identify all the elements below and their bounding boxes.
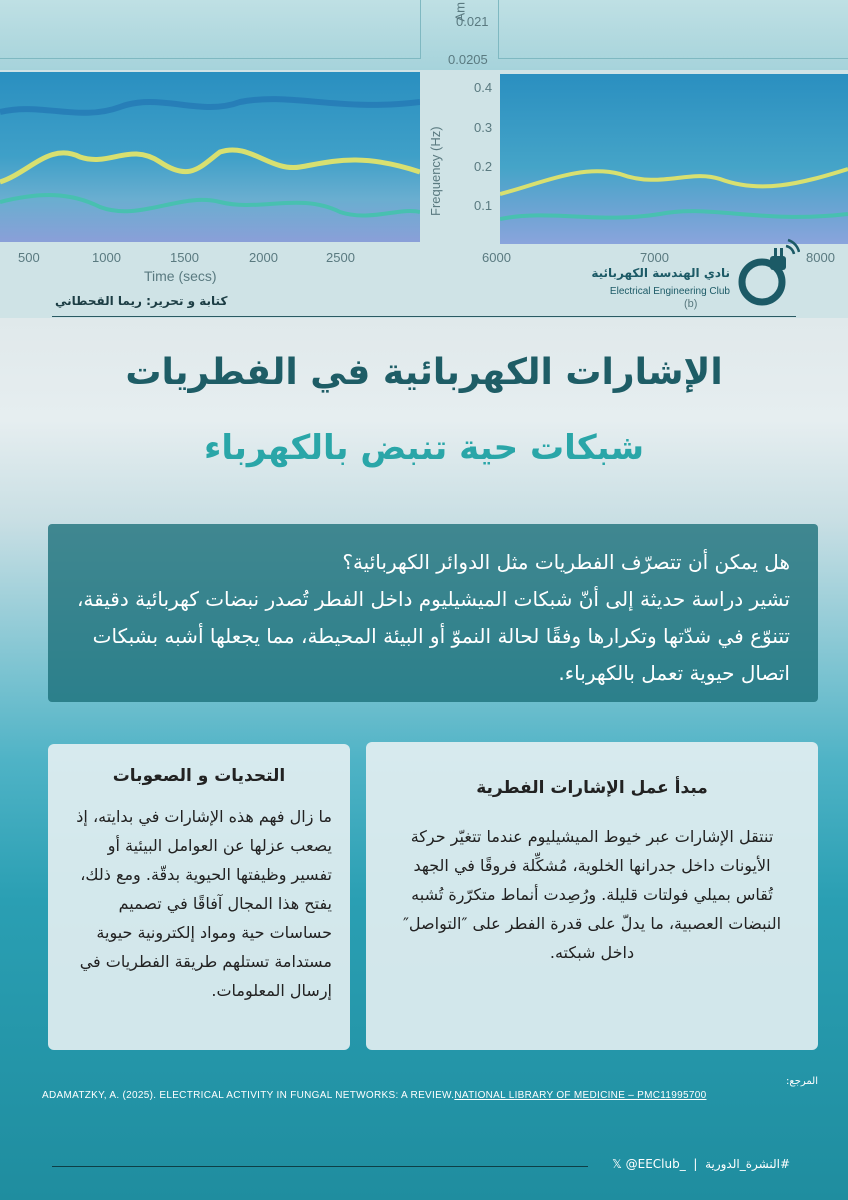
challenges-card	[48, 744, 350, 1050]
reference-label: المرجع:	[786, 1076, 818, 1087]
amplitude-panel-left	[0, 0, 421, 59]
x-tick-2500: 2500	[326, 250, 355, 265]
amp-label: Am	[452, 2, 468, 22]
principle-body: تنتقل الإشارات عبر خيوط الميشيليوم عندما تتغيّر حركة الأيونات داخل جدرانها الخلوية، مُشكِّلة فروقًا في الجهد تُقاس بميلي فولتات قليلة. ورُصِدت أنماط متكرّرة تُشبه النبضات العصبية، ما يدلّ على قدرة الفطر على ″التواصل″ داخل شبكته.	[402, 827, 782, 962]
logo-english-name: Electrical Engineering Club	[609, 286, 730, 297]
page-subtitle: شبكات حية تنبض بالكهرباء	[203, 428, 645, 468]
club-logo	[570, 238, 800, 308]
spectrogram-right	[500, 74, 848, 244]
y-tick-1: 0.4	[474, 80, 493, 95]
challenges-body: ما زال فهم هذه الإشارات في بدايته، إذ يصعب عزلها عن العوامل البيئية أو تفسير وظيفتها الحيوية بدقّة. ومع ذلك، يفتح هذا المجال آفاقًا في تصميم حساسات حية ومواد إلكترونية حيوية مستدامة تستلهم طريقة الفطريات في إرسال المعلومات.	[76, 807, 332, 1000]
footer-divider	[52, 1166, 588, 1167]
top-tick-1: 0.021	[456, 14, 489, 29]
reference-text: ADAMATZKY, A. (2025). ELECTRICAL ACTIVITY IN FUNGAL NETWORKS: A REVIEW.	[42, 1090, 455, 1101]
x-tick-2000: 2000	[249, 250, 278, 265]
logo-plug-icon	[730, 238, 800, 308]
spectrogram-left	[0, 72, 420, 242]
panel-tag: (b)	[684, 298, 698, 310]
principle-title: مبدأ عمل الإشارات الفطرية	[476, 778, 708, 798]
frequency-axis-label: Frequency (Hz)	[428, 126, 443, 216]
y-tick-3: 0.2	[474, 159, 493, 174]
x-tick-8000: 8000	[806, 250, 835, 265]
x-tick-6000: 6000	[482, 250, 511, 265]
x-tick-7000: 7000	[640, 250, 669, 265]
challenges-title: التحديات و الصعوبات	[112, 766, 286, 786]
x-tick-500: 500	[18, 250, 40, 265]
header-divider	[52, 316, 796, 317]
x-logo-icon: 𝕏	[612, 1157, 622, 1171]
intro-body: تشير دراسة حديثة إلى أنّ شبكات الميشيليوم داخل الفطر تُصدر نبضات كهربائية دقيقة، تتنوّع في شدّتها وتكرارها وفقًا لحالة النموّ أو البيئة المحيطة، مما يجعلها أشبه بشبكات اتصال حيوية تعمل بالكهرباء.	[76, 587, 790, 685]
x-axis-label: Time (secs)	[144, 268, 217, 284]
logo-arabic-name: نادي الهندسة الكهربائية	[591, 266, 730, 280]
x-tick-1000: 1000	[92, 250, 121, 265]
author-credit: كتابة و تحرير: ريما القحطاني	[55, 294, 228, 308]
footer-separator: |	[693, 1157, 698, 1171]
header-banner	[0, 0, 848, 318]
footer	[612, 1157, 790, 1171]
intro-box	[48, 524, 818, 702]
y-tick-4: 0.1	[474, 198, 493, 213]
footer-hashtag[interactable]: #النشرة_الدورية	[705, 1157, 790, 1171]
reference-link[interactable]: NATIONAL LIBRARY OF MEDICINE – PMC11995700	[454, 1090, 707, 1101]
principle-card	[366, 742, 818, 1050]
x-tick-1500: 1500	[170, 250, 199, 265]
page-title: الإشارات الكهربائية في الفطريات	[125, 352, 723, 393]
intro-question: هل يمكن أن تتصرّف الفطريات مثل الدوائر الكهربائية؟	[342, 550, 790, 574]
top-tick-2: 0.0205	[448, 52, 488, 67]
reference-citation	[42, 1090, 706, 1101]
y-tick-2: 0.3	[474, 120, 493, 135]
footer-handle[interactable]: @EEClub_	[625, 1157, 686, 1171]
